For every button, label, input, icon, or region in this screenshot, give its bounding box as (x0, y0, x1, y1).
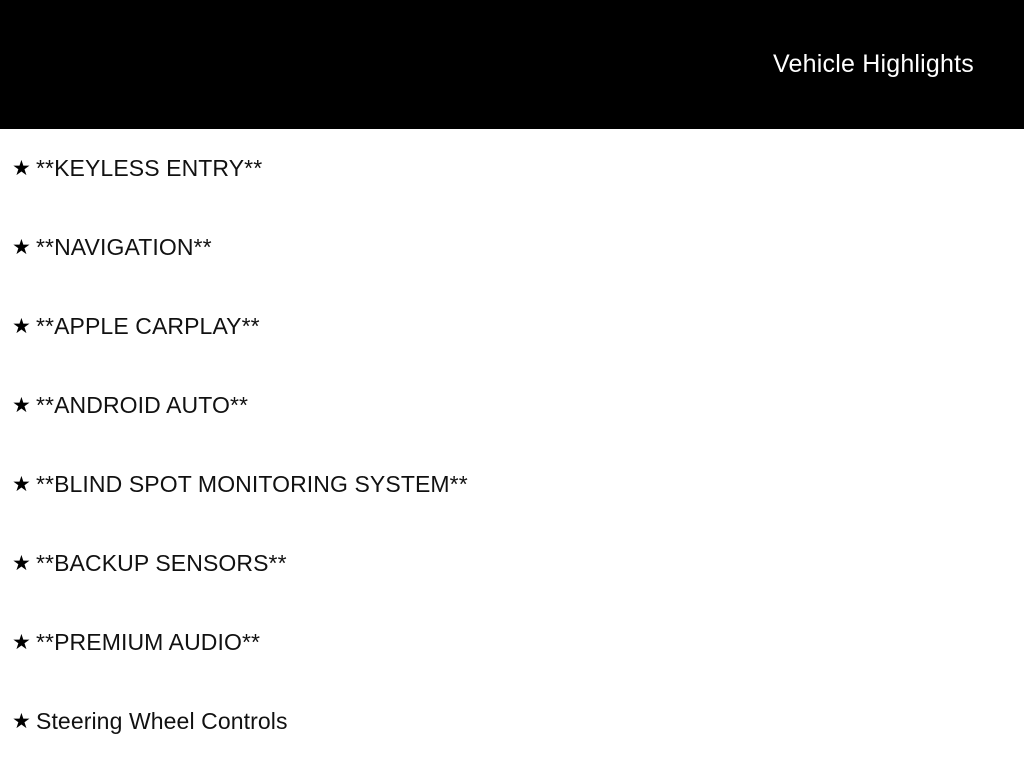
list-item (0, 445, 1024, 524)
star-icon: ★ (12, 157, 31, 180)
list-item-label: **KEYLESS ENTRY** (36, 155, 263, 181)
star-icon: ★ (12, 473, 31, 496)
star-icon: ★ (12, 631, 31, 654)
star-icon: ★ (12, 394, 31, 417)
star-icon: ★ (12, 315, 31, 338)
vehicle-highlights-list (0, 129, 1024, 761)
page-title: Vehicle Highlights (773, 50, 974, 78)
list-item-label: **PREMIUM AUDIO** (36, 629, 261, 655)
list-item (0, 366, 1024, 445)
list-item-label: Steering Wheel Controls (36, 708, 288, 734)
list-item (0, 208, 1024, 287)
list-item-label: **NAVIGATION** (36, 234, 212, 260)
list-item-label: **ANDROID AUTO** (36, 392, 249, 418)
list-item (0, 129, 1024, 208)
star-icon: ★ (12, 552, 31, 575)
list-item (0, 603, 1024, 682)
list-item-label: **APPLE CARPLAY** (36, 313, 260, 339)
list-item (0, 682, 1024, 761)
star-icon: ★ (12, 710, 31, 733)
star-icon: ★ (12, 236, 31, 259)
list-item-label: **BLIND SPOT MONITORING SYSTEM** (36, 471, 468, 497)
list-item (0, 524, 1024, 603)
list-item (0, 287, 1024, 366)
list-item-label: **BACKUP SENSORS** (36, 550, 287, 576)
header-bar (0, 0, 1024, 129)
